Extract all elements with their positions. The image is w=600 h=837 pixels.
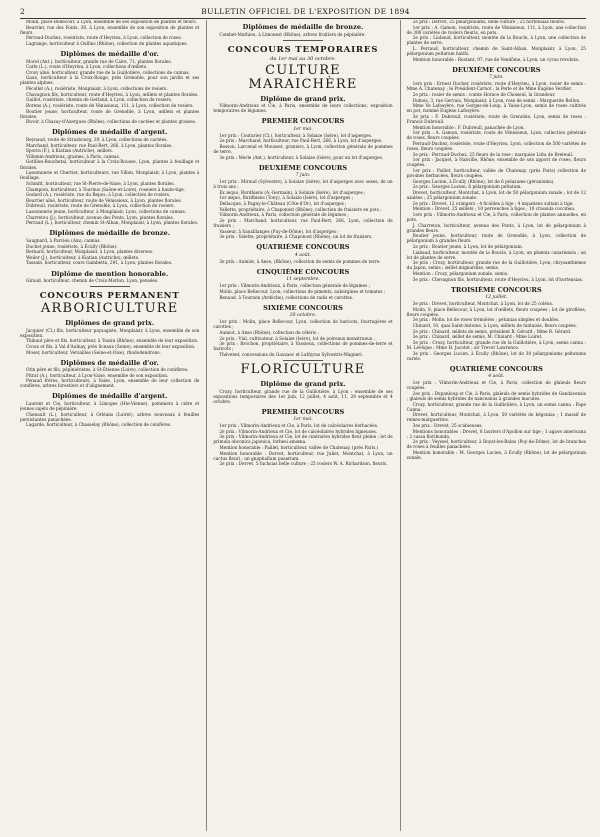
concours-date: 20 octobre. bbox=[289, 313, 317, 319]
paragraph: Laurent et Cie, horticulteur, à Limoges (Hte-Vienne), pommiers à cidre et jeunes sujets de pépinière. bbox=[20, 401, 200, 412]
paragraph: 2e prix : Vilmorin-Andrieux et Cie, lot de calcéolaires hybrides ligneuses. bbox=[219, 429, 378, 435]
paragraph: 1er prix : Miraud (Sylvestre), à Solaize (Isère), lot d'asperges avec sexes, de un à trois ans ; bbox=[213, 180, 393, 191]
paragraph: Chavagnon fils, horticulteur, route d'Heyrieu, à Lyon, œillets et plantes florales. bbox=[26, 92, 199, 98]
paragraph: Dubreuil, rosiériste, route de Grenoble, à Lyon, collection de rosiers. bbox=[26, 204, 175, 210]
paragraph: Vilmorin-Andrieux et Cie, à Paris, ensemble de leurs collections, exposition temporaires de légumes. bbox=[213, 104, 393, 115]
paragraph: Jacquier (Cl.) fils, horticulteur paysagiste, Monplaisir, à Lyon, ensemble de son exposition. bbox=[20, 328, 200, 339]
section-heading: PREMIER CONCOURS bbox=[261, 117, 345, 126]
paragraph: Chenault (L.), horticulteur, à Orléans (Loiret), arbres nouveaux à feuilles persistantes panachées. bbox=[20, 412, 200, 423]
paragraph: Morel (Ant.), horticulteur, grande rue de Caire, 71, plantes florales. bbox=[26, 59, 172, 65]
column-3 bbox=[400, 20, 586, 831]
section-title: CONCOURS TEMPORAIRES bbox=[227, 44, 379, 55]
paragraph: 3e prix : F. Dubreuil, rosiériste, route de Grenoble, Lyon, semis de roses : Francis Dubreuil. bbox=[406, 114, 586, 125]
paragraph: Renaud, à Tournon (Ardèche), collections de radis et carottes. bbox=[219, 295, 354, 301]
concours-date: 4 août. bbox=[488, 374, 505, 380]
paragraph: 2e prix : Marchand, horticulteur, rue Paul-Bert, 266, à Lyon, lot d'asperges. bbox=[219, 139, 383, 145]
paragraph: Tassain, horticulteur, cours Gambetta, 291, à Lyon, plantes florales. bbox=[26, 261, 173, 267]
paragraph: Dellacque, à Pagny-le-Château (Côte-d'Or), lot d'asperges ; bbox=[219, 202, 347, 208]
paragraph: Otin père et fils, pépiniéristes, à St-Étienne (Loire), collection de conifères. bbox=[26, 368, 189, 374]
section-heading: QUATRIÈME CONCOURS bbox=[256, 243, 350, 252]
section-heading: Diplôme de grand prix. bbox=[260, 380, 346, 388]
paragraph: Charretou (J.), horticulteur, avenue des Ponts, Lyon, plantes florales. bbox=[26, 215, 175, 221]
paragraph: 3e prix : Valette, propriétaire, à Chaponost (Rhône), un lot de fraisiers. bbox=[219, 235, 373, 241]
concours-date: 4 août. bbox=[294, 252, 312, 258]
paragraph: Mme Ve Lafosyère, rue Gorges-de-Loup, à Vaise-Lyon, semis de roses cultivés en pot, nommé Eugène Lafosyère. bbox=[406, 104, 586, 115]
paragraph: 2e prix : rosier de semis : comte Horace de Choiseul, la Grandeur. bbox=[412, 92, 556, 98]
paragraph: Vilmorin-Andrieux, à Paris, collection générale de légumes ; bbox=[219, 213, 349, 219]
paragraph: Molin, place Bellecour, à Lyon, ensemble de ses exposition de plantes et fleurs. bbox=[26, 20, 197, 25]
paragraph: 2e prix : Chinard, œillets de semis, président R. Gérard ; Mme R. Gérard. bbox=[412, 329, 572, 335]
paragraph: 1er prix : Paillet, horticulteur, vallée de Chatenay, (près Paris) collection de pivoines herbacées, fleurs coupées. bbox=[406, 168, 586, 179]
section-heading: DEUXIÈME CONCOURS bbox=[452, 65, 541, 74]
section-heading: QUATRIÈME CONCOURS bbox=[449, 364, 543, 373]
paragraph: 3e prix : Drevet, horticulteur, Montchat, à Lyon, lot de 25 coléus. bbox=[412, 302, 554, 308]
paragraph: Drevet, horticulteur, Montchat, à Lyon, lot de 50 pélargonium zonale ; lot de 12 azalées ; 25 pélargonium zonale. bbox=[406, 190, 586, 201]
paragraph: Bernard, horticulteur, Monplaisir, à Lyon, plantes diverses. bbox=[26, 250, 154, 256]
paragraph: 1er prix : Jacquet, à Nanville, Rhône, ensemble de son apport de roses, fleurs coupées. bbox=[406, 158, 586, 169]
paragraph: Mention : Drevet, 25 œillets ; 10 pervenches à tiges ; 10 crassula coccinea. bbox=[412, 207, 576, 213]
paragraph: Schmitt, horticulteur, rue St-Pierre-de-Vaise, à Lyon, plantes florales. bbox=[26, 181, 175, 187]
paragraph: Crozy aîné, horticulteur, grande rue de la Guillotière, collections de cannas. bbox=[26, 70, 190, 76]
paragraph: 1ers prix : Ernest Ducher, rosiériste, route d'Heyrieu, à Lyon, rosier de semis : Mme A. Chatenay ; le Président-Carnot ; la Perle et de Mme Eugène Verdier. bbox=[406, 82, 586, 93]
paragraph: Vasseur, à Sauxillanges (Puy-de-Dôme), lot d'asperges ; bbox=[219, 229, 339, 235]
paragraph: Georges Lucien, à Écully (Rhône), lot de 6 pelazume (géraniums). bbox=[412, 179, 555, 185]
bulletin-title: BULLETIN OFFICIEL DE L'EXPOSITION DE 1894 bbox=[201, 7, 410, 16]
paragraph: Gotillon-Bouchetal, horticulteur à la Croix-Rousse, Lyon, plantes à feuillage et florales. bbox=[20, 160, 200, 171]
paragraph: Mention : Crozy, pélargonium zonale, semis. bbox=[412, 271, 509, 277]
section-heading: Diplômes de médaille de bronze. bbox=[242, 23, 364, 31]
concours-date: 1er mai. bbox=[293, 126, 313, 132]
section-heading: Diplôme de mention honorable. bbox=[51, 269, 169, 278]
section-divider bbox=[283, 360, 323, 361]
paragraph: Penaud frères, horticulteurs, à Vaise, Lyon, ensemble de leur collection de conifères, arbres forestiers et d'alignement. bbox=[20, 379, 200, 390]
paragraph: 1ers prix : Vilmorin-Andrieux et Cie, à Paris, collection de plantes annuelles, en pots. bbox=[406, 212, 586, 223]
paragraph: Pitrat (A.), horticulteur, à Lyon-Vaise, ensemble de son exposition. bbox=[26, 373, 169, 379]
paragraph: Liabaud, horticulteur, montée de la Boucle, à Lyon, un phœnix canariensis ; un lot de plantes de serre. bbox=[406, 250, 586, 261]
section-heading: TROISIÈME CONCOURS bbox=[450, 285, 542, 294]
paragraph: Lassonnerie et Chertier, horticulteurs, rue Villon, Monplaisir, à Lyon, plantes à feuillage. bbox=[20, 171, 200, 182]
concours-date: 7 juin. bbox=[295, 173, 311, 179]
section-heading: Diplômes de médaille d'argent. bbox=[51, 128, 168, 137]
paragraph: Mention honorable : Rostant, 97, rue de Vendôme, à Lyon, un cycas revoluta. bbox=[412, 57, 580, 63]
paragraph: Duchet jeune, rosiériste, à Écully (Rhône). bbox=[26, 244, 118, 250]
concours-date: 1er mai. bbox=[293, 417, 313, 423]
paragraph: 3e prix : Molin, lot de roses trémières ; pétunias simples et doubles. bbox=[412, 318, 560, 324]
paragraph: Thévenet, concessions du Gauzaec et Lathyras Sylvestris-Wagneri. bbox=[219, 352, 363, 358]
paragraph: 3e prix : Aumiot, à Anse, (Rhône), collection de semis de pommes de terre. bbox=[219, 259, 381, 265]
paragraph: Perraud-Duchez, roseiriste, route d'Heyrieu, à Lyon, collection de roses. bbox=[26, 36, 182, 42]
paragraph: Ex æquo, Burdhiens (A.-Germain), à Solaize (Isère), lot d'asperges ; bbox=[219, 190, 366, 196]
page-header bbox=[20, 4, 586, 19]
paragraph: Moser, horticulteur, Versailles (Seine-et-Oise), rhododendrons. bbox=[26, 350, 161, 356]
paragraph: Molin, place Bellecour, Lyon, collections de piments, aubergines et tomates ; bbox=[219, 290, 386, 296]
paragraph: 3e prix : Brochon, propriétaire, à Vassieux, collections de pommes-de-terre et haricots ; bbox=[213, 342, 393, 353]
paragraph: Champion, horticulteur, à Tournus (Saône-et-Loire), roseiers à haute-tige. bbox=[26, 187, 186, 193]
paragraph: Mention honorable : Paillet, horticulteur, vallée de Chatenay, (près Paris.) bbox=[219, 446, 379, 452]
paragraph: 3e prix : Crozy, horticulteur, grande rue de la Guillotière, Lyon, chrysanthèmes du Japon, semis ; œillet mignardise, semis. bbox=[406, 261, 586, 272]
paragraph: Chinard, 10, quai Saint-Antoine, à Lyon, œillets de fantaisie, fleurs coupées. bbox=[412, 324, 578, 330]
column-2 bbox=[206, 20, 392, 831]
paragraph: 1er æquo, Burdhiens (Tony), à Solaize (Isère), lot d'asperges ; bbox=[219, 196, 354, 202]
section-title: CONCOURS PERMANENT bbox=[39, 291, 180, 302]
section-divider bbox=[283, 40, 323, 41]
paragraph: Lassonnerie jeune, horticulteur, à Monplaisir, Lyon, collections de cannas. bbox=[26, 210, 187, 216]
paragraph: 1er prix : A. Gamon, rosiériste, route de Vénissieux, Lyon, collection générale de roses, fleurs coupées. bbox=[406, 131, 586, 142]
section-heading: Diplômes de médaille de bronze. bbox=[49, 229, 171, 238]
paragraph: 3e prix : Georges Lucien, à Écully (Rhône), lot de 30 pélargoniums peltatums variés. bbox=[406, 351, 586, 362]
paragraph: Dubois, 3, rue Gervais, Monplaisir, à Lyon, rose de semis : Marguerite Bollon. bbox=[412, 98, 581, 104]
paragraph: Saugnard, à Parcieu (Ain), cannas. bbox=[26, 238, 101, 244]
paragraph: 2e prix : Dervet, 25 pélargoniums, belle culture ; 25 hortensias fleuris. bbox=[412, 20, 566, 25]
paragraph: Beurrier, rue des Fonts, 30, à Lyon, ensemble de son exposition de plantes et fleurs. bbox=[20, 25, 200, 36]
section-divider bbox=[90, 286, 130, 287]
paragraph: Vallette, propriétaire, à Chaponost (Rhône), collection de fraisiers en pots ; bbox=[219, 207, 382, 213]
paragraph: 1er prix : Vilmorin-Andrieux, à Paris, collection générale de légumes ; bbox=[219, 284, 371, 290]
paragraph: L. Perraud, horticulteur, chemin de Saint-Alban, Monplaisir, à Lyon, 25 pélargonium peltatum hatifs. bbox=[406, 47, 586, 58]
section-heading: Diplômes de médaille d'argent. bbox=[51, 392, 168, 401]
paragraph: Thibaut père et fils, horticulteur, à Tassin (Rhône), ensemble de leur exposition. bbox=[26, 339, 199, 345]
paragraph: 3e prix : Crozy, horticulteur, grande rue de la Guillotière, à Lyon, semis canna : M. Lévêque ; Mme H. Jacotot ; sir Trevor Lawrence. bbox=[406, 341, 586, 352]
columns bbox=[20, 20, 586, 831]
paragraph: Mention honorable : M. Georges Lucien, à Écully (Rhône), lot de pélargonium zonale. bbox=[406, 451, 586, 462]
section-heading: SIXIÈME CONCOURS bbox=[263, 303, 343, 312]
paragraph: 2e prix : Vial, cultivateur, à Solaize (Isère), lot de poireaux monstrueux ; bbox=[219, 336, 376, 342]
paragraph: 1er prix : Couturier (Cl.), horticulteur, à Solaize (Isère), lot d'asperges. bbox=[219, 133, 373, 139]
paragraph: 1er prix : Molin, place Bellecour, Lyon, collection de haricots, fourragères et carottes ; bbox=[213, 320, 393, 331]
concours-date: 7 juin. bbox=[488, 75, 504, 81]
paragraph: 2e prix : Marchand, horticulteur, rue Paul-Bert, 266, Lyon, collection de fraisiers ; bbox=[213, 219, 393, 230]
paragraph: Mention honorable : F. Dubreuil, panachée de Lyon. bbox=[412, 125, 525, 131]
paragraph: Giraud, horticulteur, chemin de Croix-Morlon, Lyon, pensées. bbox=[26, 279, 159, 284]
paragraph: Besson, Larcenal et Mousset, graniers, à Lyon, collection générale de pommes de terre. bbox=[213, 144, 393, 155]
paragraph: J. Charreton, horticulteur, avenue des Ponts, à Lyon, lot de pélargonium à grandes fleurs. bbox=[406, 223, 586, 234]
paragraph: 3e prix : Merle (Ant.), horticulteur, à Solaize (Isère), pour un lot d'asperges. bbox=[219, 155, 384, 161]
paragraph: 3e prix : Chinard, œillet de semis, M. Chinard ; Mme Loiret. bbox=[412, 335, 543, 341]
category-title: ARBORICULTURE bbox=[40, 301, 179, 317]
paragraph: 2e prix : Dervet, 5 fuchsias belle culture ; 25 rosiers W. A. Richardson, fleuris. bbox=[219, 462, 388, 468]
section-heading: CINQUIÈME CONCOURS bbox=[256, 267, 350, 276]
paragraph: 2es prix : Dupanloup et Cie, à Paris, glaïeuls de semis hybrides de Gandavensis ; glaïeuls de semis hybrides de nanceanus à grandes macules. bbox=[406, 392, 586, 403]
paragraph: Combet-Mathieu, à Limonest (Rhône), arbres fruitiers de pépinière. bbox=[219, 32, 366, 38]
paragraph: Sporra (F.), à Kiatian (Autriche), œillets. bbox=[26, 149, 114, 155]
paragraph: 2e prix : Boutier jeune, à Lyon, lot de pélargonium. bbox=[412, 244, 524, 250]
paragraph: 3e prix : Vilmorin-Andrieux et Cie, lot de cinéraires hybrides fleur pleine ; lot de primula obconica japonica, forbesi amœna. bbox=[213, 435, 393, 446]
paragraph: Drevet, horticulteur, Montchat, à Lyon, 50 variétés de bégonias ; 1 massif de reines-marguerites. bbox=[406, 413, 586, 424]
paragraph: Aumiot, à Anse (Rhône), collection de céleris ; bbox=[219, 330, 319, 336]
paragraph: Beurrier aîné, horticulteur, route de Vénissieux, à Lyon, plantes florales. bbox=[26, 198, 182, 204]
paragraph: Gaux, horticulteur à la Croix-Rouge, près Grenoble, pour son jardin et ses plantes alpines. bbox=[20, 76, 200, 87]
concours-date: 12 juillet. bbox=[485, 295, 508, 301]
paragraph: Crozy, horticulteur, grande rue de la Guillotière, à Lyon : ensemble de ses expositions temporaires des 1er juin, 12 juillet, 4 août, 11, 29 septembre et 4 octobre. bbox=[213, 389, 393, 405]
paragraph: Rivoir, à Chazay-d'Azergues (Rhône), collections de cactées et plantes grasses. bbox=[26, 120, 197, 126]
paragraph: Boutier jeune, horticulteur, route de Grenoble, à Lyon, œillets et plantes florales. bbox=[20, 109, 200, 120]
paragraph: Perraud-Duchez, rosiériste, route d'Heyrieu, Lyon, collection de 500 variétés de roses, fleurs coupées. bbox=[406, 141, 586, 152]
paragraph: 2e prix : Drevet, 12 orangers ; 4 ficoïdes à tige ; 4 impatiens sultani à tige. bbox=[412, 201, 574, 207]
category-title: CULTURE MARAICHÈRE bbox=[248, 62, 358, 92]
paragraph: Boutier jeune, horticulteur, route de Grenoble, à Lyon, collection de pélargonium à grandes fleurs. bbox=[406, 234, 586, 245]
section-heading: DEUXIÈME CONCOURS bbox=[258, 163, 348, 172]
paragraph: Mention honorable : Dervet, horticulteur, rue Juliet, Montchat, à Lyon, un cactus fleuri ; un gnaphallum pusarium. bbox=[213, 451, 393, 462]
paragraph: Lagrange, horticulteur à Oullins (Rhône), collection de plantes aquatiques. bbox=[26, 41, 188, 47]
paragraph: 2e prix : Liabaud, horticulteur, montée de la Boucle, à Lyon, une collection de plantes de serre. bbox=[406, 36, 586, 47]
paragraph: 3e prix : Perraud-Duchez, 25 fleurs de la rose : marquise Litta de Breteuil. bbox=[412, 152, 574, 158]
paragraph: Marchand, horticulteur, rue Paul-Bert, 266, à Lyon, plantes florales. bbox=[26, 143, 173, 149]
paragraph: Reynaud, route de Strasbourg, 29, à Lyon, collections de cactées. bbox=[26, 137, 168, 143]
paragraph: Guillot, rosiériste, chemin de Gerland, à Lyon, collection de rosiers. bbox=[26, 98, 173, 104]
paragraph: 3es prix : Drevet, 25 scabieuses. bbox=[412, 424, 483, 430]
paragraph: Pécollet (A.), rosiériste, Monplaisir, à Lyon, collections de rosiers. bbox=[26, 87, 168, 93]
paragraph: Godard (A.), rosiériste, rue du Repos, à Lyon, collection de rosiers. bbox=[26, 193, 171, 199]
category-title: FLORICULTURE bbox=[240, 362, 366, 377]
section-heading: Diplômes de grand prix. bbox=[65, 319, 155, 328]
paragraph: 1er prix : Vilmorin-Andrieux et Cie, à Paris, collection de glaïeuls fleurs coupées. bbox=[406, 381, 586, 392]
paragraph: 1er prix : Vilmorin-Andrieux et Cie, à Paris, lot de calcéolaires herbacées. bbox=[219, 424, 379, 430]
paragraph: Crozy, horticulteur, grande rue de la Guillotière, à Lyon, un semis canna : Pape Canna. bbox=[406, 402, 586, 413]
section-heading: PREMIER CONCOURS bbox=[261, 407, 345, 416]
paragraph: Villemin-Andrieux, graines, à Paris, cannas. bbox=[26, 154, 121, 160]
paragraph: 2e prix : Veyssel, horticulteur, à Royat-les-Bains (Puy-de-Dôme), lot de branches de roses à feuilles panachées. bbox=[406, 440, 586, 451]
paragraph: Mentions honorables : Drevet, 8 lauriers d'Apollon sur tige ; 1 agave americana ; 2 cassa floribunda. bbox=[406, 429, 586, 440]
paragraph: Carle (L.), route d'Heyrieu, à Lyon, collections d'œillets. bbox=[26, 65, 148, 71]
section-heading: Diplôme de grand prix. bbox=[260, 94, 346, 103]
paragraph: Borens (A.), rosiériste, route de Vénissieux, 111, à Lyon, collection de rosiers. bbox=[26, 104, 194, 110]
paragraph: 1er prix : A. Gamon, rosiériste, route de Vénissieux, 111, à Lyon, une collection de 300 variétés de rosiers fleuris, en pots. bbox=[406, 25, 586, 36]
section-subtitle: du 1er mai au 30 octobre. bbox=[270, 55, 336, 62]
paragraph: Perraud (L.), horticulteur, chemin St-Alban, Monplaisir, à Lyon, plantes florales. bbox=[26, 221, 199, 227]
page-number: 2 bbox=[20, 7, 26, 16]
section-heading: Diplômes de médaille d'or. bbox=[60, 358, 159, 367]
paragraph: Molin, 8, place Bellecour, à Lyon, lot d'œillets, fleurs coupées ; lot de giroflées, fleurs coupées. bbox=[406, 307, 586, 318]
paragraph: Lagarde, horticulteur, à Chasselay (Rhône), collection de conifères. bbox=[26, 423, 172, 429]
paragraph: 3e prix : Chevagnon fils, horticulteur, route d'Heyrieu, à Lyon, lot d'hortensias. bbox=[412, 277, 584, 283]
paragraph: Weiler (J.), horticulteur, à Kiatian (Autriche), œillets. bbox=[26, 255, 140, 261]
paragraph: 2e prix : Georges Lucien, 6 pélargonium peltatum. bbox=[412, 185, 522, 191]
paragraph: Croux et fils, à Val d'Aulnay, près Sceaux (Seine), ensemble de leur exposition. bbox=[26, 344, 196, 350]
column-1 bbox=[20, 20, 199, 831]
concours-date: 11 septembre. bbox=[286, 277, 320, 283]
section-heading: Diplômes de médaille d'or. bbox=[60, 50, 159, 59]
